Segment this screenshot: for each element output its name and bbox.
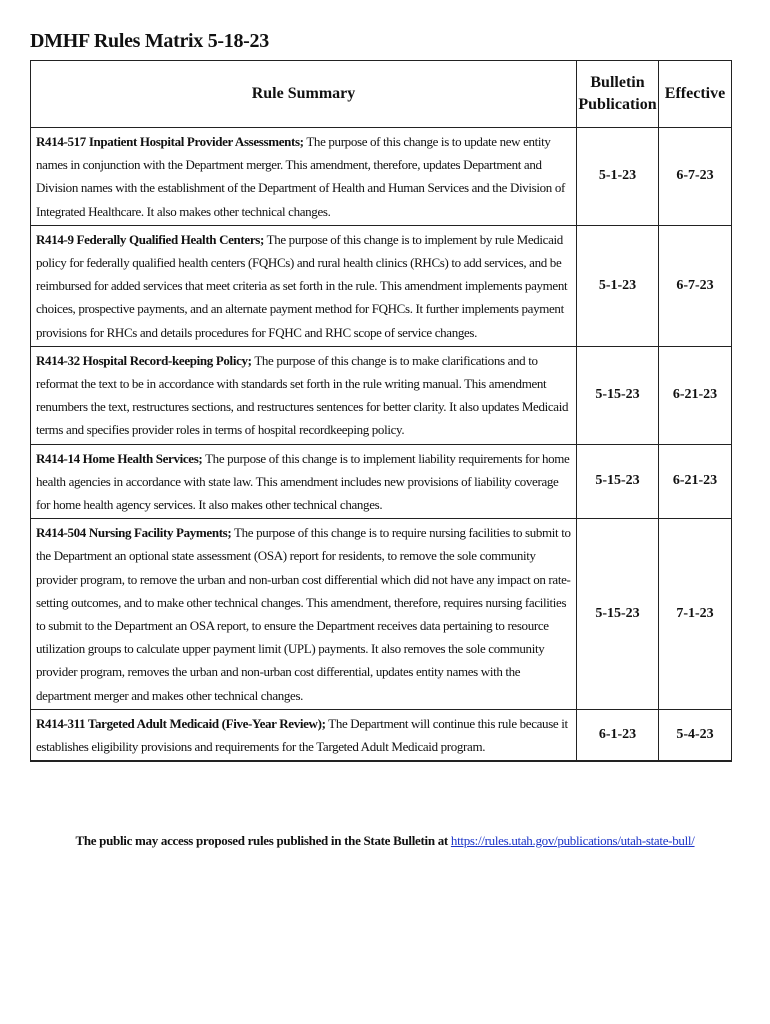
document-title: DMHF Rules Matrix 5-18-23 (30, 30, 269, 52)
effective-date: 6-7-23 (659, 225, 732, 346)
rule-summary-header: Rule Summary (31, 61, 577, 128)
rule-id: R414-9 Federally Qualified Health Centers; (36, 231, 264, 247)
rules-matrix-table (30, 60, 732, 762)
state-bulletin-link[interactable]: https://rules.utah.gov/publications/utah-state-bull/ (450, 833, 695, 848)
rule-id: R414-517 Inpatient Hospital Provider Assessments; (36, 134, 304, 149)
effective-date: 6-7-23 (659, 128, 732, 226)
table-row (31, 444, 732, 519)
bulletin-date: 6-1-23 (577, 709, 659, 761)
footer-lead-text: The public may access proposed rules published in the State Bulletin at (75, 833, 448, 848)
table-row (31, 225, 732, 346)
bulletin-date: 5-15-23 (577, 519, 659, 710)
rule-description: The purpose of this change is to implement by rule Medicaid policy for federally qualified health centers (FQHCs) and rural health clinics (RHCs) to add services, and be reimbursed for added services that meet criteria as set forth in the rule. This amendment implements payment choices, prospective payments, and an alternate payment method for FQHCs. It further implements payment provisions for RHCs and details procedures for FQHC and RHC scope of service changes. (36, 231, 568, 340)
rule-description: The purpose of this change is to make clarifications and to reformat the text to be in accordance with standards set forth in the rule writing manual. This amendment renumbers the text, restructures sections, and restructures sentences for better clarity. It also updates Medicaid terms and specifies provider roles in terms of hospital recordkeeping policy. (36, 352, 569, 438)
bulletin-publication-header: Bulletin Publication (577, 61, 659, 128)
effective-date: 7-1-23 (659, 519, 732, 710)
effective-date: 6-21-23 (659, 346, 732, 444)
rule-summary-cell (31, 225, 577, 346)
rule-id: R414-504 Nursing Facility Payments; (36, 525, 232, 541)
rule-summary-cell (31, 709, 577, 761)
table-row (31, 128, 732, 226)
table-header-row (31, 61, 732, 128)
bulletin-date: 5-1-23 (577, 225, 659, 346)
rule-id: R414-14 Home Health Services; (36, 450, 203, 466)
bulletin-date: 5-15-23 (577, 444, 659, 519)
table-row (31, 709, 732, 761)
rule-summary-cell (31, 346, 577, 444)
bulletin-date: 5-15-23 (577, 346, 659, 444)
table-row (31, 519, 732, 710)
effective-header: Effective (659, 61, 732, 128)
rule-summary-cell (31, 444, 577, 519)
bulletin-date: 5-1-23 (577, 128, 659, 226)
rule-summary-cell (31, 128, 577, 226)
effective-date: 6-21-23 (659, 444, 732, 519)
rule-description: The purpose of this change is to update new entity names in conjunction with the Department merger. This amendment, therefore, updates Department and Division names with the establishment of the Department of Health and Human Services and the Division of Integrated Healthcare. It also makes other technical changes. (36, 134, 565, 219)
table-row (31, 346, 732, 444)
footer-note (0, 833, 770, 849)
rule-summary-cell (31, 519, 577, 710)
rule-id: R414-32 Hospital Record-keeping Policy; (36, 352, 252, 368)
rule-description: The purpose of this change is to require nursing facilities to submit to the Department an optional state assessment (OSA) report for residents, to remove the sole community provider program, to remove the urban and non-urban cost differential which did not have any impact on rate-setting outcomes, and to make other technical changes. This amendment, therefore, requires nursing facilities to submit to the Department an OSA report, to ensure the Department receives data pertaining to resource utilization groups to calculate upper payment limit (UPL) payments. It also removes the sole community provider program, removes the urban and non-urban cost differential, updates entity names with the department merger and makes other technical changes. (36, 525, 571, 703)
rule-id: R414-311 Targeted Adult Medicaid (Five-Year Review); (36, 715, 326, 731)
rule-description: The Department will continue this rule because it establishes eligibility provisions and requirements for the Targeted Adult Medicaid program. (36, 715, 568, 755)
rule-description: The purpose of this change is to implement liability requirements for home health agencies in accordance with state law. This amendment includes new provisions of liability coverage for home health agency services. It also makes other technical changes. (36, 450, 570, 513)
effective-date: 5-4-23 (659, 709, 732, 761)
